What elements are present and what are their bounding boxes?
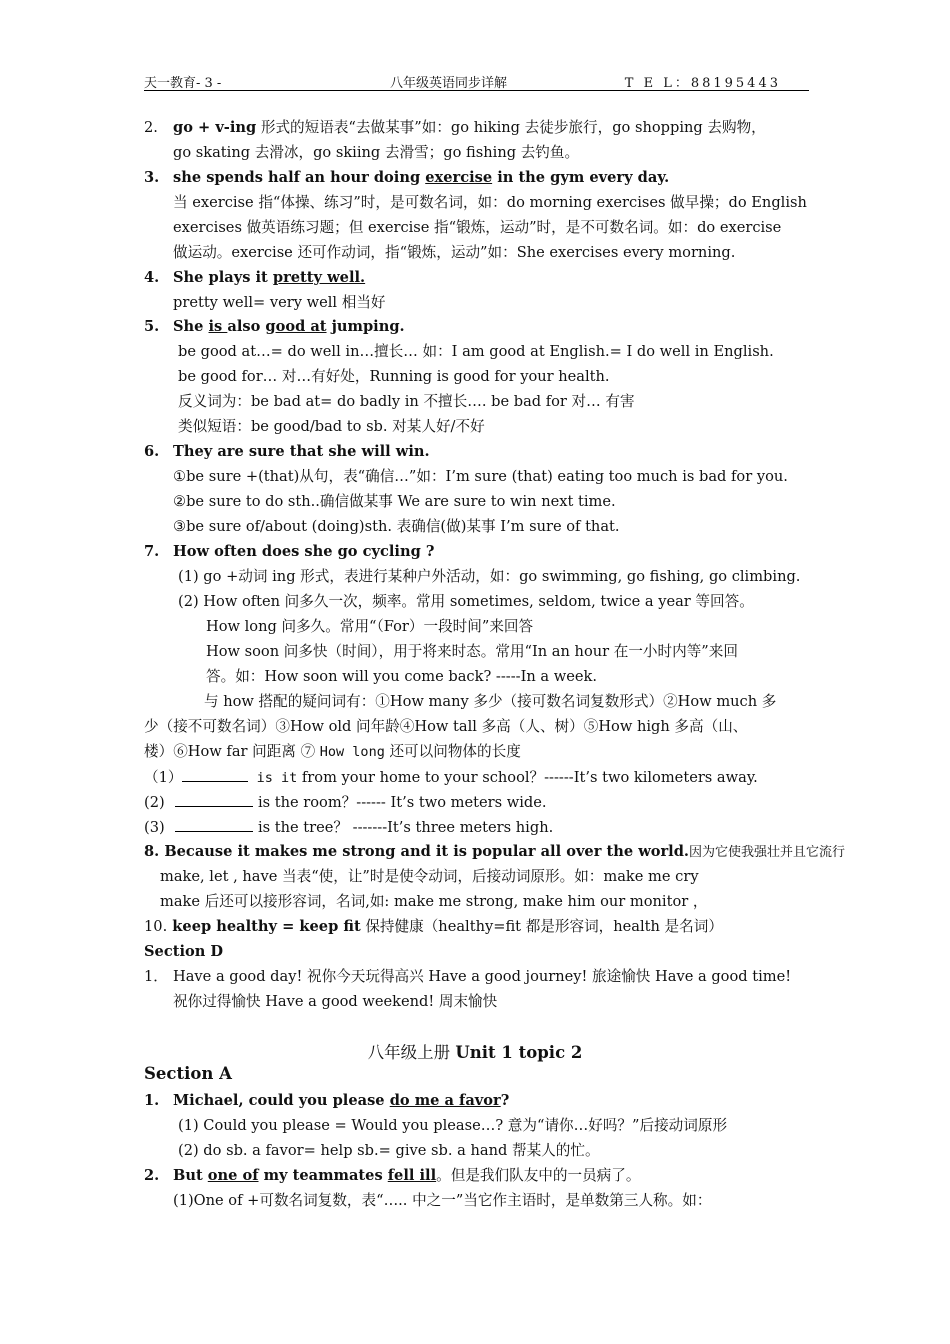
header-right: T E L：88195443 xyxy=(624,76,781,91)
item-6-heading: 6. They are sure that she will win. xyxy=(144,443,430,460)
item-5-line-2: be good at…= do well in…擅长… 如：I am good at English.= I do well in English. xyxy=(178,343,774,360)
unit-title: 八年级上册 Unit 1 topic 2 xyxy=(367,1043,583,1062)
item-8-line-2: make, let , have 当表“使，让”时是使令动词，后接动词原形。如：make me cry xyxy=(160,868,699,885)
exercise-1: （1） is it from your home to your school？------It’s two kilometers away. xyxy=(144,769,758,786)
a1-heading: 1. Michael, could you please do me a favor? xyxy=(144,1092,510,1109)
a2-heading: 2. But one of my teammates fell ill。但是我们队友中的一员病了。 xyxy=(144,1167,641,1184)
item-7-sub-2: (2) How often 问多久一次，频率。常用 sometimes, seldom, twice a year 等回答。 xyxy=(178,593,754,610)
section-d-heading: Section D xyxy=(144,943,224,960)
item-3-line-2: 当 exercise 指“体操、练习”时，是可数名词，如：do morning exercises 做早操；do English xyxy=(173,194,807,211)
item-6-line-2: ①be sure +(that)从句，表“确信…”如：I’m sure (that) eating too much is bad for you. xyxy=(173,468,788,485)
item-5-heading: 5. She is also good at jumping. xyxy=(144,318,405,335)
item-3-line-4: 做运动。exercise 还可作动词，指“锻炼，运动”如：She exercises every morning. xyxy=(173,244,736,261)
item-7-sub-8: 楼）⑥How far 问距离 ⑦ How long 还可以问物体的长度 xyxy=(144,743,521,760)
page-header xyxy=(144,72,809,91)
section-d-item-1-line-2: 祝你过得愉快 Have a good weekend! 周末愉快 xyxy=(173,993,498,1010)
a1-sub-1: (1) Could you please = Would you please…? 意为“请你…好吗？”后接动词原形 xyxy=(178,1117,728,1134)
answer-blank-2[interactable] xyxy=(175,793,253,807)
a1-sub-2: (2) do sb. a favor= help sb.= give sb. a hand 帮某人的忙。 xyxy=(178,1142,600,1159)
item-5-line-5: 类似短语：be good/bad to sb. 对某人好/不好 xyxy=(178,418,485,435)
a2-sub-1: (1)One of +可数名词复数，表“….. 中之一”当它作主语时，是单数第三人称。如： xyxy=(173,1192,712,1209)
exercise-2: (2) is the room？------ It’s two meters wide. xyxy=(144,794,547,811)
item-5-line-4: 反义词为：be bad at= do badly in 不擅长…. be bad for 对… 有害 xyxy=(178,393,635,410)
item-3-line-3: exercises 做英语练习题；但 exercise 指“锻炼，运动”时，是不可数名词。如：do exercise xyxy=(173,219,782,236)
section-d-item-1: 1． Have a good day! 祝你今天玩得高兴 Have a good journey! 旅途愉快 Have a good time! xyxy=(144,968,792,985)
item-7-sub-7: 少（接不可数名词）③How old 问年龄④How tall 多高（人、树）⑤How high 多高（山、 xyxy=(144,718,748,735)
item-6-line-3: ②be sure to do sth..确信做某事 We are sure to win next time. xyxy=(173,493,616,510)
item-8-line-3: make 后还可以接形容词，名词,如: make me strong, make him our monitor ， xyxy=(160,893,708,910)
item-2-line-1: 2. go + v-ing 形式的短语表“去做某事”如：go hiking 去徒步旅行，go shopping 去购物， xyxy=(144,119,766,136)
item-6-line-4: ③be sure of/about (doing)sth. 表确信(做)某事 I’m sure of that. xyxy=(173,518,620,535)
header-center: 八年级英语同步详解 xyxy=(390,76,508,91)
section-a-heading: Section A xyxy=(144,1064,232,1083)
item-2-line-2: go skating 去滑冰，go skiing 去滑雪；go fishing 去钓鱼。 xyxy=(173,144,580,161)
item-7-heading: 7. How often does she go cycling ? xyxy=(144,543,435,560)
item-5-line-3: be good for… 对…有好处，Running is good for your health. xyxy=(178,368,610,385)
item-7-sub-4: How soon 问多快（时间），用于将来时态。常用“In an hour 在一小时内等”来回 xyxy=(206,643,738,660)
item-10: 10. keep healthy = keep fit 保持健康（healthy=fit 都是形容词，health 是名词） xyxy=(144,918,723,935)
item-4-heading: 4. She plays it pretty well. xyxy=(144,269,366,286)
item-4-line-2: pretty well= very well 相当好 xyxy=(173,294,386,311)
answer-blank-3[interactable] xyxy=(175,818,253,832)
item-7-sub-3: How long 问多久。常用“（For）一段时间”来回答 xyxy=(206,618,534,635)
item-8-heading: 8. Because it makes me strong and it is popular all over the world.因为它使我强壮并且它流行 xyxy=(144,843,846,860)
exercise-3: (3) is the tree？ -------It’s three meters high. xyxy=(144,819,554,836)
item-7-sub-6: 与 how 搭配的疑问词有：①How many 多少（接可数名词复数形式）②How much 多 xyxy=(204,693,777,710)
header-left: 天一教育- 3 - xyxy=(144,76,222,91)
item-7-sub-1: (1) go +动词 ing 形式，表进行某种户外活动，如：go swimming, go fishing, go climbing. xyxy=(178,568,801,585)
answer-blank-1[interactable] xyxy=(182,768,248,782)
item-7-sub-5: 答。如：How soon will you come back? -----In a week. xyxy=(206,668,597,685)
item-3-heading: 3. she spends half an hour doing exercise in the gym every day. xyxy=(144,169,670,186)
